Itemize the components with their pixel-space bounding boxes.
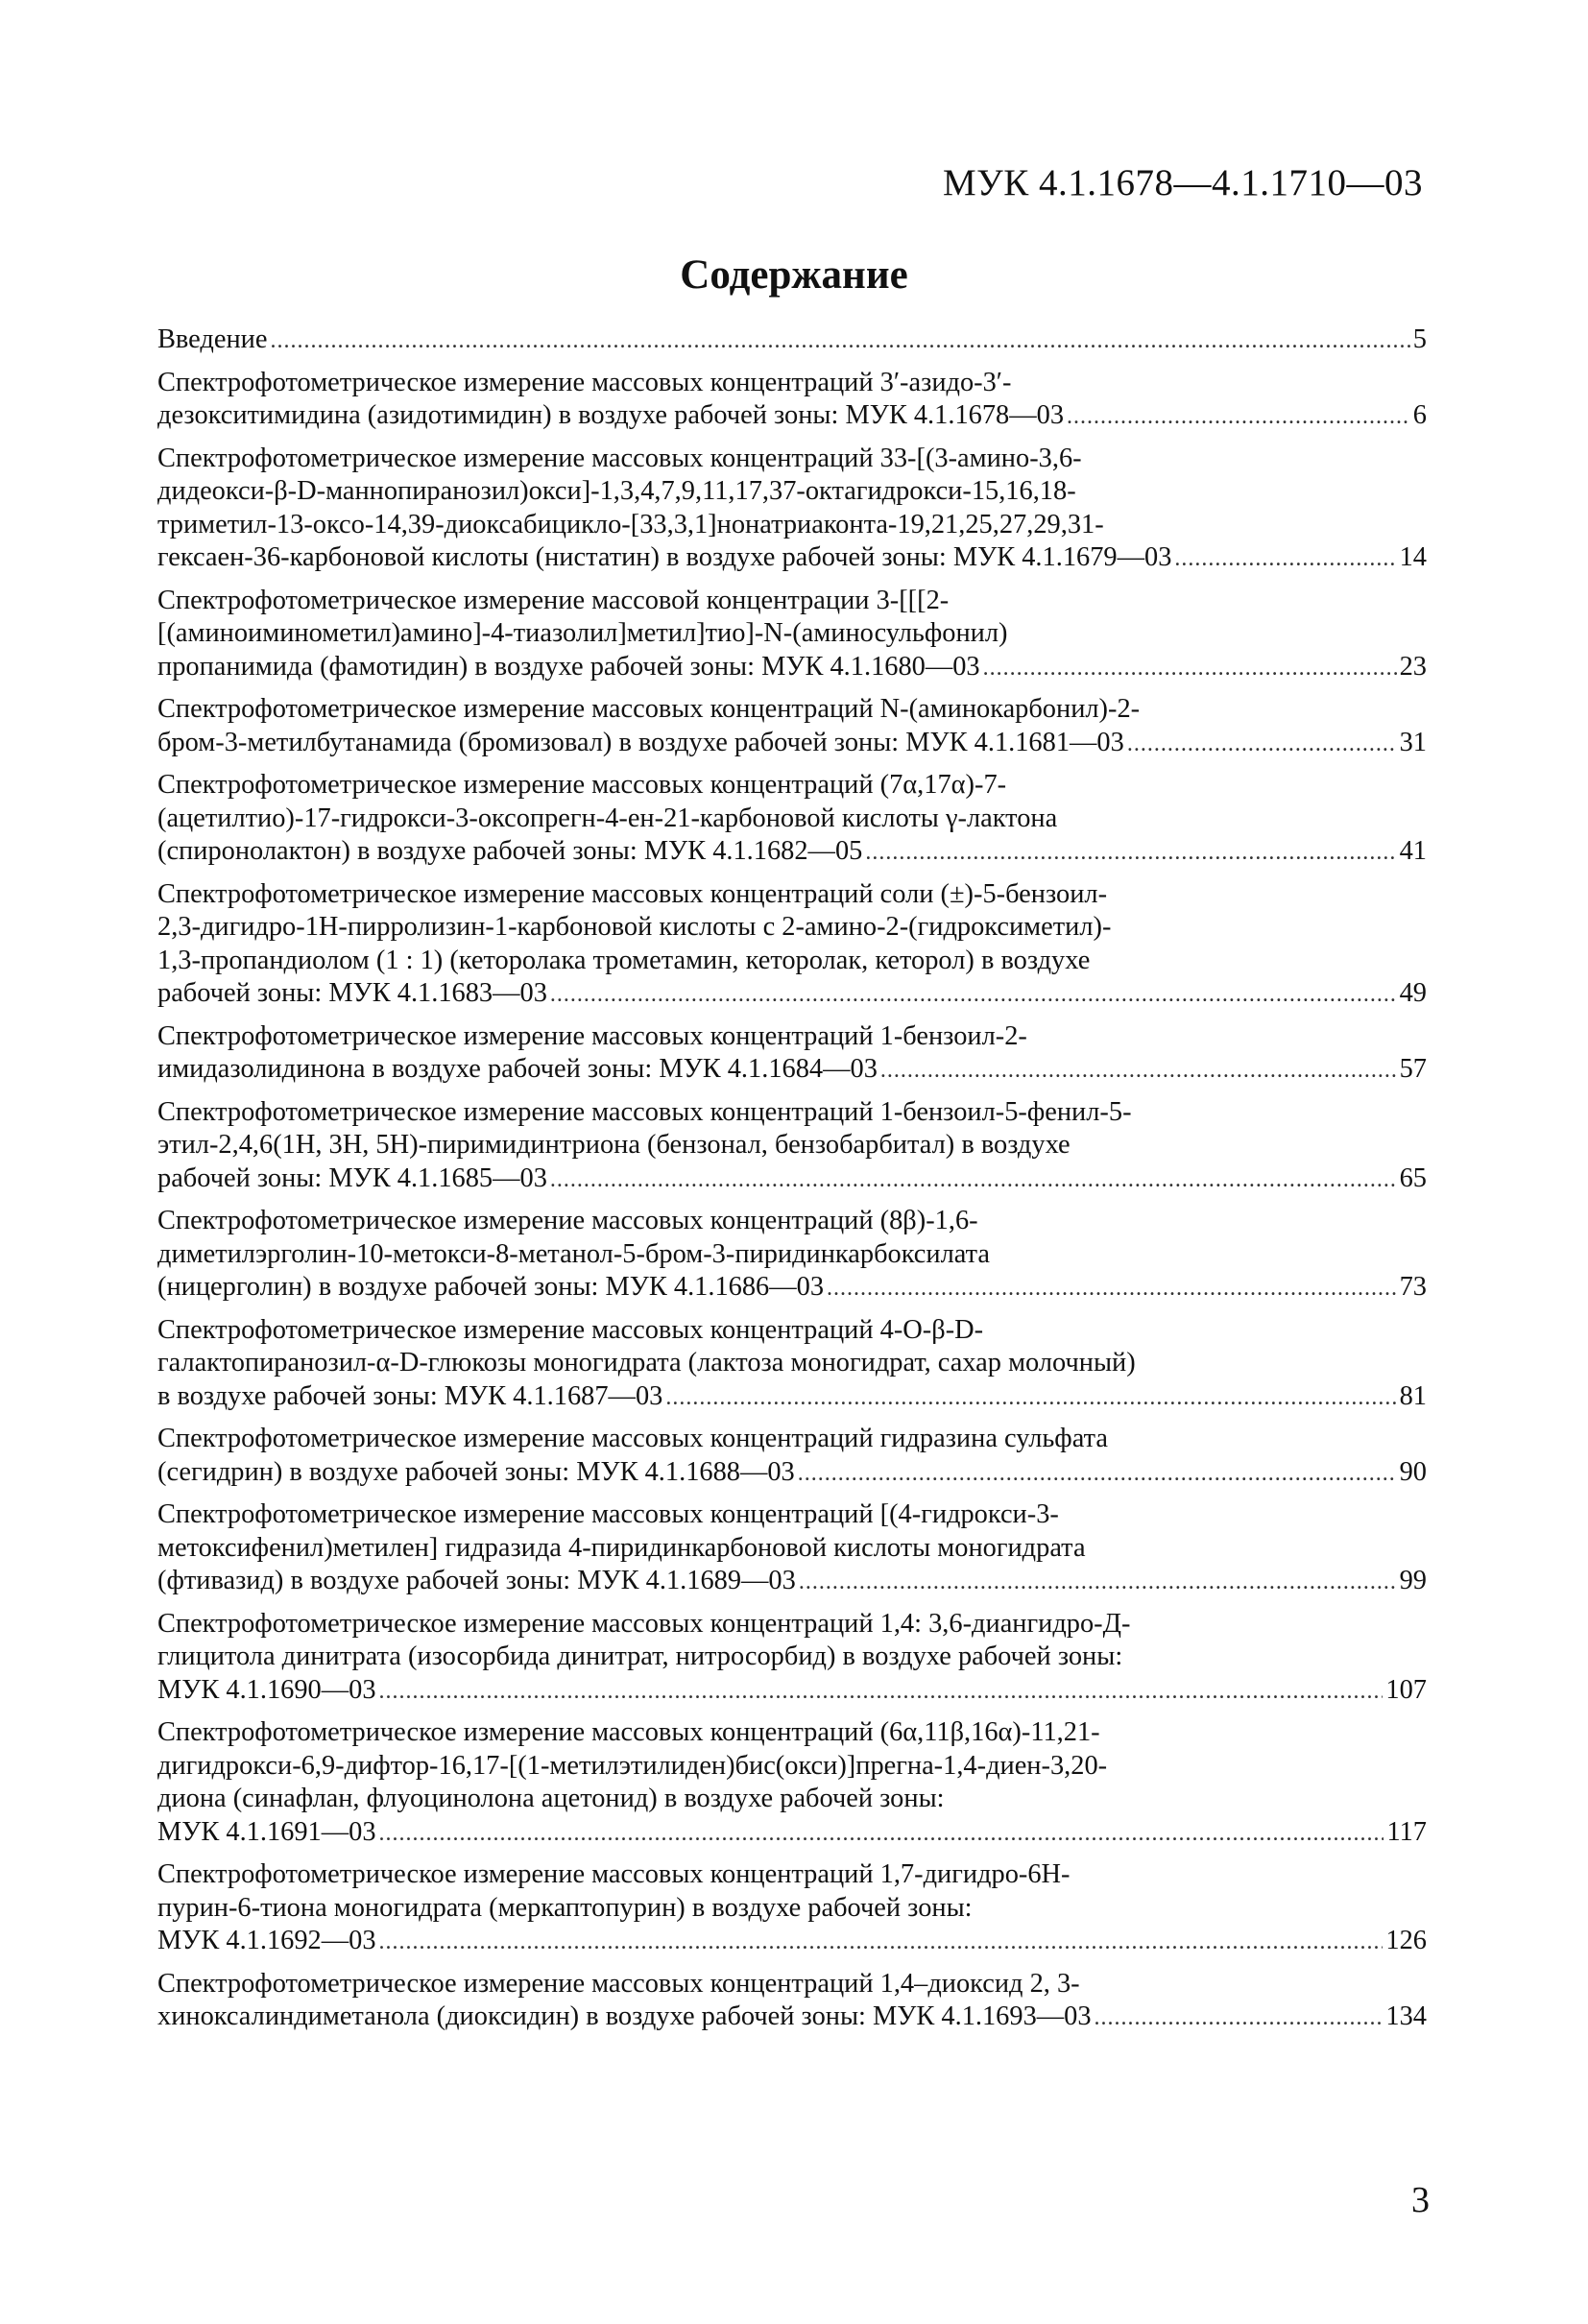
page-number: 3	[1411, 2180, 1430, 2220]
toc-entry-last-line	[157, 2001, 1427, 2035]
toc-entry[interactable]	[157, 1020, 1427, 1088]
toc-page-number: 5	[1412, 324, 1427, 354]
toc-entry-title-line: хиноксалиндиметанола (диоксидин) в воздухе рабочей зоны: МУК 4.1.1693—03	[157, 2001, 1092, 2031]
dot-leader	[270, 324, 1409, 358]
toc-entry-title-line: Спектрофотометрическое измерение массовых концентраций (7α,17α)-7-	[157, 770, 1007, 800]
page-title: Содержание	[680, 252, 908, 298]
toc-page-number: 81	[1399, 1380, 1427, 1411]
toc-entry[interactable]	[157, 1716, 1427, 1850]
dot-leader	[1174, 542, 1396, 576]
toc-entry[interactable]	[157, 1608, 1427, 1709]
toc-entry[interactable]	[157, 1314, 1427, 1415]
toc-entry[interactable]	[157, 323, 1427, 358]
toc-page-number: 14	[1399, 542, 1427, 572]
toc-entry-title-line: Спектрофотометрическое измерение массовых концентраций 4-О-β-D-	[157, 1314, 984, 1345]
toc-entry-title-line: Спектрофотометрическое измерение массовых концентраций (8β)-1,6-	[157, 1206, 978, 1235]
toc-entry-title-line: МУК 4.1.1691—03	[157, 1816, 376, 1847]
toc-page-number: 73	[1399, 1272, 1427, 1302]
dot-leader	[798, 1457, 1397, 1491]
toc-entry-title-line: дидеокси-β-D-маннопиранозил)окси]-1,3,4,7,9,11,17,37-октагидрокси-15,16,18-	[157, 476, 1076, 506]
toc-entry-title-line: рабочей зоны: МУК 4.1.1685—03	[157, 1162, 547, 1193]
dot-leader	[550, 1163, 1397, 1197]
toc-page-number: 23	[1399, 651, 1427, 682]
toc-entry[interactable]	[157, 1968, 1427, 2035]
toc-entry-last-line	[157, 727, 1427, 761]
dot-leader	[799, 1566, 1397, 1599]
toc-entry-last-line	[157, 1271, 1427, 1306]
toc-entry-title-line: дигидрокси-6,9-дифтор-16,17-[(1-метилэтилиден)бис(окси)]прегна-1,4-диен-3,20-	[157, 1750, 1108, 1781]
toc-entry-last-line	[157, 1674, 1427, 1709]
toc-entry-title-line: диона (синафлан, флуоцинолона ацетонид) в воздухе рабочей зоны:	[157, 1784, 945, 1813]
toc-entry-last-line	[157, 399, 1427, 434]
toc-entry-title-line: глицитола динитрата (изосорбида динитрат, нитросорбид) в воздухе рабочей зоны:	[157, 1641, 1123, 1671]
toc-entry-title-line: 2,3-дигидро-1Н-пирролизин-1-карбоновой кислоты с 2-амино-2-(гидроксиметил)-	[157, 912, 1112, 942]
toc-entry-title-line: (ацетилтио)-17-гидрокси-3-оксопрегн-4-ен-21-карбоновой кислоты γ-лактона	[157, 803, 1058, 833]
toc-entry[interactable]	[157, 1096, 1427, 1197]
toc-entry[interactable]	[157, 1858, 1427, 1959]
dot-leader	[550, 978, 1397, 1012]
toc-entry-title-line: имидазолидинона в воздухе рабочей зоны: МУК 4.1.1684—03	[157, 1054, 878, 1084]
toc-page-number: 57	[1399, 1054, 1427, 1084]
dot-leader	[865, 836, 1396, 870]
toc-entry-last-line	[157, 541, 1427, 576]
toc-entry-title-line: (сегидрин) в воздухе рабочей зоны: МУК 4.1.1688—03	[157, 1456, 795, 1487]
toc-entry-title-line: Спектрофотометрическое измерение массовых концентраций 1,4: 3,6-диангидро-Д-	[157, 1608, 1131, 1639]
toc-entry-title-line: Спектрофотометрическое измерение массовых концентраций 1-бензоил-5-фенил-5-	[157, 1096, 1132, 1127]
toc-entry-last-line	[157, 835, 1427, 870]
toc-page-number: 6	[1412, 400, 1427, 430]
toc-entry-title-line: дезокситимидина (азидотимидин) в воздухе рабочей зоны: МУК 4.1.1678—03	[157, 400, 1065, 430]
dot-leader	[983, 652, 1397, 685]
toc-entry-title-line: [(аминоиминометил)амино]-4-тиазолил]метил]тио]-N-(аминосульфонил)	[157, 618, 1008, 648]
toc-entry-title-line: Спектрофотометрическое измерение массовых концентраций 33-[(3-амино-3,6-	[157, 443, 1082, 473]
toc-entry-title-line: (ницерголин) в воздухе рабочей зоны: МУК 4.1.1686—03	[157, 1272, 825, 1302]
dot-leader	[1067, 400, 1410, 434]
toc-entry-last-line	[157, 323, 1427, 358]
toc-page-number: 99	[1399, 1566, 1427, 1595]
toc-entry-last-line	[157, 1380, 1427, 1415]
toc-page-number: 107	[1385, 1674, 1427, 1705]
toc-entry-title-line: (фтивазид) в воздухе рабочей зоны: МУК 4.1.1689—03	[157, 1566, 796, 1595]
toc-entry-title-line: МУК 4.1.1690—03	[157, 1674, 376, 1705]
toc-entry[interactable]	[157, 693, 1427, 760]
toc-page-number: 65	[1399, 1162, 1427, 1193]
toc-entry-title-line: галактопиранозил-α-D-глюкозы моногидрата (лактоза моногидрат, сахар молочный)	[157, 1348, 1136, 1378]
toc-entry-title-line: 1,3-пропандиолом (1 : 1) (кеторолака трометамин, кеторолак, кеторол) в воздухе	[157, 945, 1091, 975]
toc-entry-last-line	[157, 1456, 1427, 1491]
dot-leader	[665, 1381, 1396, 1415]
toc-entry-last-line	[157, 1565, 1427, 1599]
toc-entry[interactable]	[157, 1498, 1427, 1599]
toc-entry-title-line: Спектрофотометрическое измерение массовых концентраций (6α,11β,16α)-11,21-	[157, 1717, 1100, 1747]
toc-entry-title-line: триметил-13-оксо-14,39-диоксабицикло-[33,3,1]нонатриаконта-19,21,25,27,29,31-	[157, 509, 1104, 539]
toc-page-number: 41	[1399, 836, 1427, 866]
toc-entry-title-line: Спектрофотометрическое измерение массовых концентраций [(4-гидрокси-3-	[157, 1499, 1059, 1529]
toc-entry-title-line: (спиронолактон) в воздухе рабочей зоны: МУК 4.1.1682—05	[157, 836, 863, 866]
toc-entry[interactable]	[157, 1205, 1427, 1306]
toc-entry-title-line: Спектрофотометрическое измерение массовых концентраций 1,4–диоксид 2, 3-	[157, 1968, 1080, 1999]
toc-page-number: 90	[1399, 1456, 1427, 1487]
toc-entry-last-line	[157, 1816, 1427, 1851]
dot-leader	[827, 1272, 1397, 1306]
toc-entry-last-line	[157, 651, 1427, 685]
toc-entry-last-line	[157, 977, 1427, 1012]
toc-entry[interactable]	[157, 443, 1427, 576]
toc-entry-title-line: Спектрофотометрическое измерение массовых концентраций 3′-азидо-3′-	[157, 367, 1012, 397]
toc-entry-title-line: Введение	[157, 324, 268, 354]
table-of-contents	[157, 323, 1427, 2044]
dot-leader	[379, 1926, 1383, 1959]
toc-entry-title-line: Спектрофотометрическое измерение массовой концентрации 3-[[[2-	[157, 585, 950, 615]
toc-entry[interactable]	[157, 1423, 1427, 1490]
toc-page-number: 49	[1399, 978, 1427, 1008]
toc-entry-title-line: Спектрофотометрическое измерение массовых концентраций соли (±)-5-бензоил-	[157, 878, 1108, 909]
toc-entry-last-line	[157, 1925, 1427, 1959]
document-code-header: МУК 4.1.1678—4.1.1710—03	[942, 162, 1423, 204]
toc-entry-title-line: Спектрофотометрическое измерение массовых концентраций 1-бензоил-2-	[157, 1020, 1027, 1051]
toc-page-number: 134	[1385, 2001, 1427, 2031]
toc-entry-title-line: Спектрофотометрическое измерение массовых концентраций N-(аминокарбонил)-2-	[157, 694, 1141, 724]
dot-leader	[379, 1675, 1383, 1709]
toc-entry-title-line: гексаен-36-карбоновой кислоты (нистатин) в воздухе рабочей зоны: МУК 4.1.1679—03	[157, 542, 1172, 572]
toc-entry-title-line: пурин-6-тиона моногидрата (меркаптопурин) в воздухе рабочей зоны:	[157, 1892, 973, 1923]
toc-page-number: 117	[1386, 1816, 1427, 1847]
toc-entry-title-line: пропанимида (фамотидин) в воздухе рабочей зоны: МУК 4.1.1680—03	[157, 651, 980, 682]
toc-entry[interactable]	[157, 878, 1427, 1012]
toc-entry-title-line: МУК 4.1.1692—03	[157, 1926, 376, 1955]
toc-entry-title-line: бром-3-метилбутанамида (бромизовал) в воздухе рабочей зоны: МУК 4.1.1681—03	[157, 727, 1124, 757]
toc-entry-title-line: Спектрофотометрическое измерение массовых концентраций гидразина сульфата	[157, 1424, 1108, 1453]
toc-entry[interactable]	[157, 585, 1427, 685]
dot-leader	[379, 1817, 1384, 1851]
dot-leader	[1095, 2001, 1383, 2035]
toc-entry-last-line	[157, 1162, 1427, 1197]
toc-entry[interactable]	[157, 769, 1427, 870]
toc-page-number: 31	[1399, 727, 1427, 757]
dot-leader	[1127, 728, 1397, 761]
toc-entry-last-line	[157, 1053, 1427, 1088]
toc-entry-title-line: в воздухе рабочей зоны: МУК 4.1.1687—03	[157, 1380, 663, 1411]
toc-page-number: 126	[1385, 1926, 1427, 1955]
toc-entry[interactable]	[157, 367, 1427, 434]
dot-leader	[880, 1054, 1397, 1088]
toc-entry-title-line: этил-2,4,6(1Н, 3Н, 5Н)-пиримидинтриона (бензонал, бензобарбитал) в воздухе	[157, 1130, 1071, 1160]
toc-entry-title-line: рабочей зоны: МУК 4.1.1683—03	[157, 978, 547, 1008]
toc-entry-title-line: метоксифенил)метилен] гидразида 4-пиридинкарбоновой кислоты моногидрата	[157, 1532, 1086, 1563]
toc-entry-title-line: диметилэрголин-10-метокси-8-метанол-5-бром-3-пиридинкарбоксилата	[157, 1238, 990, 1269]
toc-entry-title-line: Спектрофотометрическое измерение массовых концентраций 1,7-дигидро-6Н-	[157, 1859, 1071, 1889]
